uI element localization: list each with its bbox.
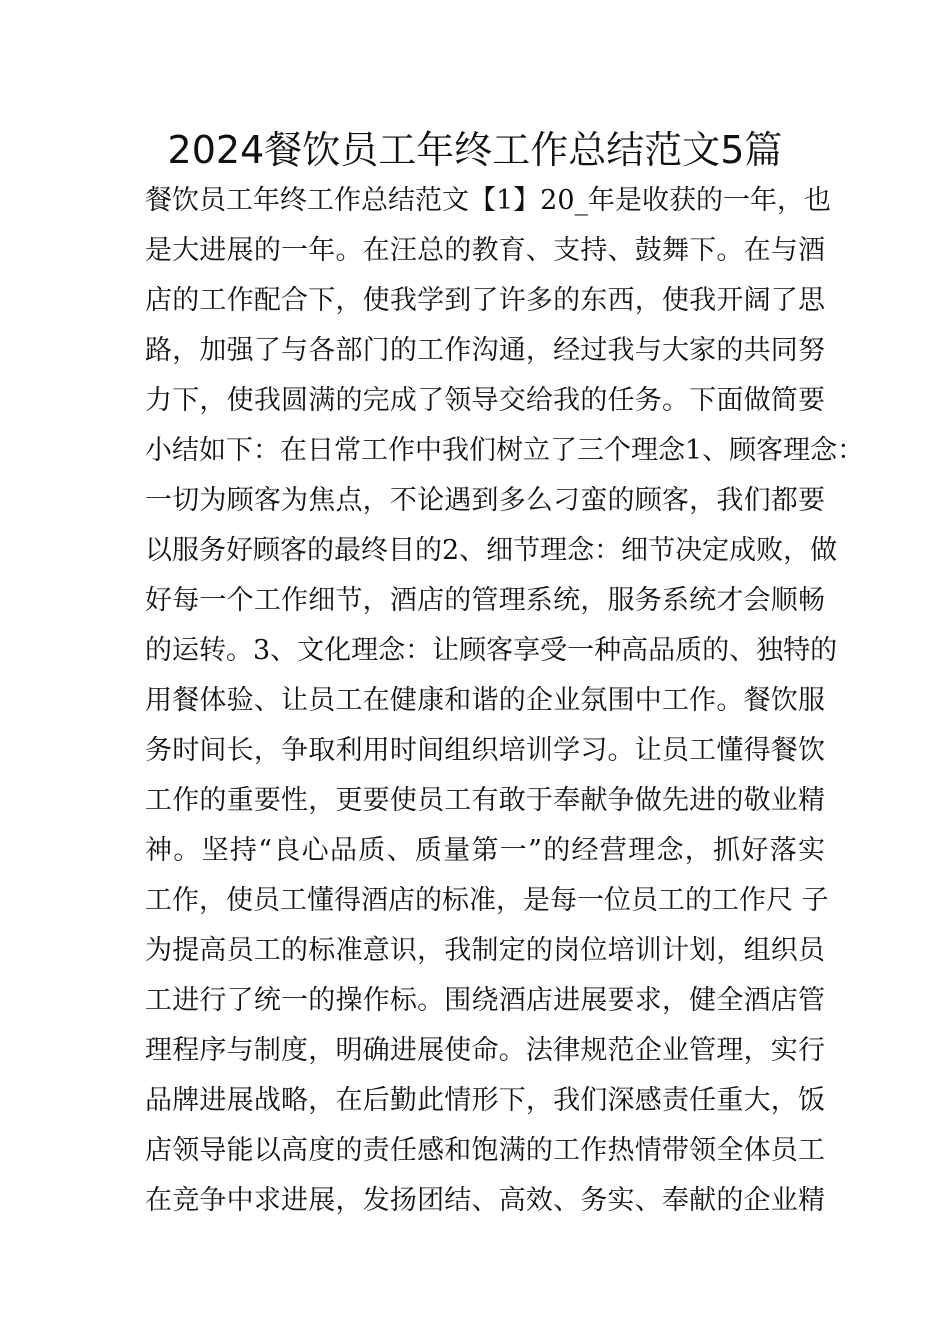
body-line: 神。坚持“良心品质、质量第一”的经营理念，抓好落实 <box>145 835 825 866</box>
body-line: 餐饮员工年终工作总结范文【1】20_年是收获的一年，也 <box>145 185 832 216</box>
body-line: 小结如下：在日常工作中我们树立了三个理念1、顾客理念： <box>145 435 865 466</box>
body-line: 务时间长，争取利用时间组织培训学习。让员工懂得餐饮 <box>145 735 825 766</box>
body-line: 力下，使我圆满的完成了领导交给我的任务。下面做简要 <box>145 385 825 416</box>
body-line: 店的工作配合下，使我学到了许多的东西，使我开阔了思 <box>145 285 825 316</box>
document-title: 2024餐饮员工年终工作总结范文5篇 <box>167 128 783 172</box>
document-body <box>145 176 865 1226</box>
body-line: 工进行了统一的操作标。围绕酒店进展要求，健全酒店管 <box>145 985 825 1016</box>
body-line: 好每一个工作细节，酒店的管理系统，服务系统才会顺畅 <box>145 585 825 616</box>
body-line: 以服务好顾客的最终目的2、细节理念：细节决定成败，做 <box>145 535 838 566</box>
body-line: 一切为顾客为焦点，不论遇到多么刁蛮的顾客，我们都要 <box>145 485 825 516</box>
body-line: 品牌进展战略，在后勤此情形下，我们深感责任重大，饭 <box>145 1085 825 1116</box>
body-line: 是大进展的一年。在汪总的教育、支持、鼓舞下。在与酒 <box>145 235 825 266</box>
body-line: 店领导能以高度的责任感和饱满的工作热情带领全体员工 <box>145 1135 825 1166</box>
body-line: 的运转。3、文化理念：让顾客享受一种高品质的、独特的 <box>145 635 838 666</box>
body-line: 在竞争中求进展，发扬团结、高效、务实、奉献的企业精 <box>145 1185 825 1216</box>
body-line: 理程序与制度，明确进展使命。法律规范企业管理，实行 <box>145 1035 825 1066</box>
body-line: 用餐体验、让员工在健康和谐的企业氛围中工作。餐饮服 <box>145 685 825 716</box>
body-line: 工作的重要性，更要使员工有敢于奉献争做先进的敬业精 <box>145 785 825 816</box>
body-line: 路，加强了与各部门的工作沟通，经过我与大家的共同努 <box>145 335 825 366</box>
body-line: 为提高员工的标准意识，我制定的岗位培训计划，组织员 <box>145 935 825 966</box>
body-line: 工作，使员工懂得酒店的标准，是每一位员工的工作尺 子 <box>145 885 829 916</box>
